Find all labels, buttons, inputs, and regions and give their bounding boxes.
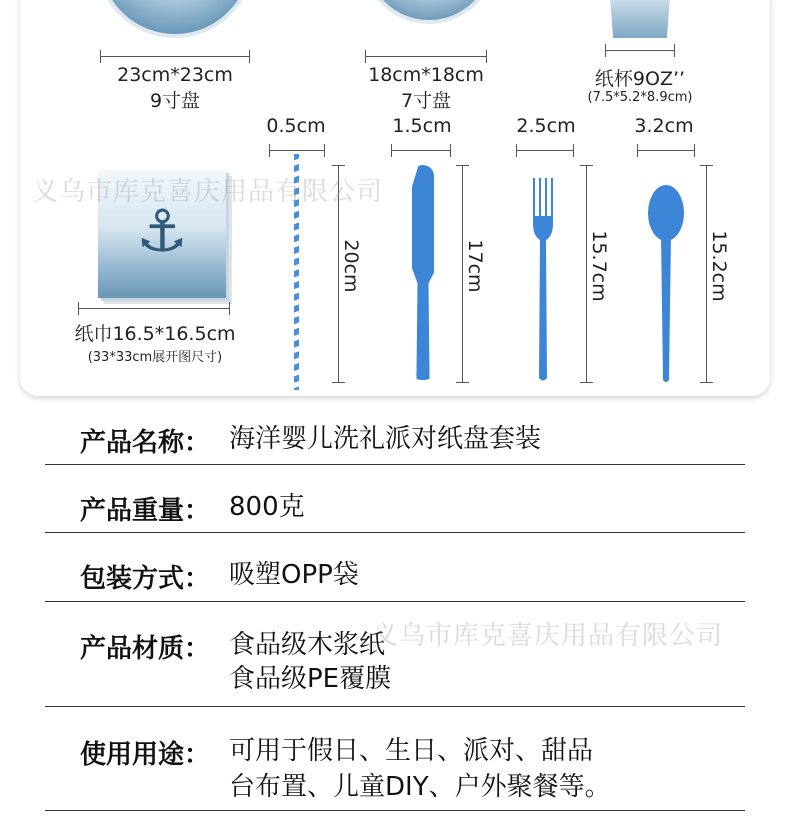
large-plate-image <box>96 0 254 38</box>
napkin-dimension-line <box>78 308 230 309</box>
spoon-length-line <box>706 165 707 383</box>
spec-key: 产品重量： <box>80 496 211 526</box>
small-plate-image <box>362 0 496 24</box>
anchor-icon: ⚓ <box>136 197 188 265</box>
watermark-top: 义乌市库克喜庆用品有限公司 <box>32 177 384 207</box>
spec-row-usage <box>45 706 745 811</box>
fork-length-line <box>586 165 587 383</box>
knife-image <box>412 165 434 380</box>
spec-row-packaging <box>45 532 745 602</box>
spoon-width: 3.2cm <box>634 115 694 137</box>
spec-key: 产品名称： <box>80 428 211 458</box>
napkin-name: 纸巾16.5*16.5cm <box>74 323 236 345</box>
spoon-width-line <box>637 150 695 151</box>
spec-value: 海洋婴儿洗礼派对纸盘套装 <box>229 424 542 454</box>
cup-dimension-line <box>605 50 675 51</box>
cup-name: 纸杯9OZ’’ <box>594 68 686 90</box>
large-plate-dimension-line <box>100 56 250 57</box>
straw-length: 20cm <box>340 239 362 293</box>
fork-image <box>530 178 560 383</box>
spec-key: 产品材质： <box>80 634 211 664</box>
spec-row-name <box>45 398 745 465</box>
spec-key: 包装方式： <box>80 564 211 594</box>
spoon-length: 15.2cm <box>708 230 730 302</box>
spec-value: 吸塑OPP袋 <box>229 560 359 590</box>
spec-value: 食品级木浆纸 <box>229 630 386 660</box>
spec-value: 800克 <box>229 492 305 522</box>
spoon-image <box>646 185 686 383</box>
cup-size: (7.5*5.2*8.9cm) <box>587 90 693 105</box>
spec-key: 使用用途： <box>80 740 211 770</box>
spec-value: 食品级PE覆膜 <box>229 664 392 694</box>
fork-width-line <box>516 150 574 151</box>
small-plate-size: 18cm*18cm <box>368 64 484 86</box>
large-plate-size: 23cm*23cm <box>117 64 233 86</box>
spec-row-weight <box>45 464 745 533</box>
knife-width: 1.5cm <box>392 115 452 137</box>
fork-width: 2.5cm <box>516 115 576 137</box>
straw-width: 0.5cm <box>266 115 326 137</box>
small-plate-dimension-line <box>365 56 487 57</box>
straw-width-line <box>269 150 325 151</box>
spec-value: 台布置、儿童DIY、户外聚餐等。 <box>229 772 611 802</box>
spec-value: 可用于假日、生日、派对、甜品 <box>229 736 594 766</box>
fork-length: 15.7cm <box>588 230 610 302</box>
napkin-note: (33*33cm展开图尺寸) <box>87 350 223 365</box>
knife-width-line <box>391 150 451 151</box>
knife-length: 17cm <box>464 239 486 293</box>
watermark-middle: 义乌市库克喜庆用品有限公司 <box>372 621 724 651</box>
small-plate-name: 7寸盘 <box>400 90 452 112</box>
cup-image <box>608 0 672 38</box>
large-plate-name: 9寸盘 <box>149 90 201 112</box>
product-image-card <box>20 0 770 396</box>
knife-length-line <box>462 165 463 383</box>
